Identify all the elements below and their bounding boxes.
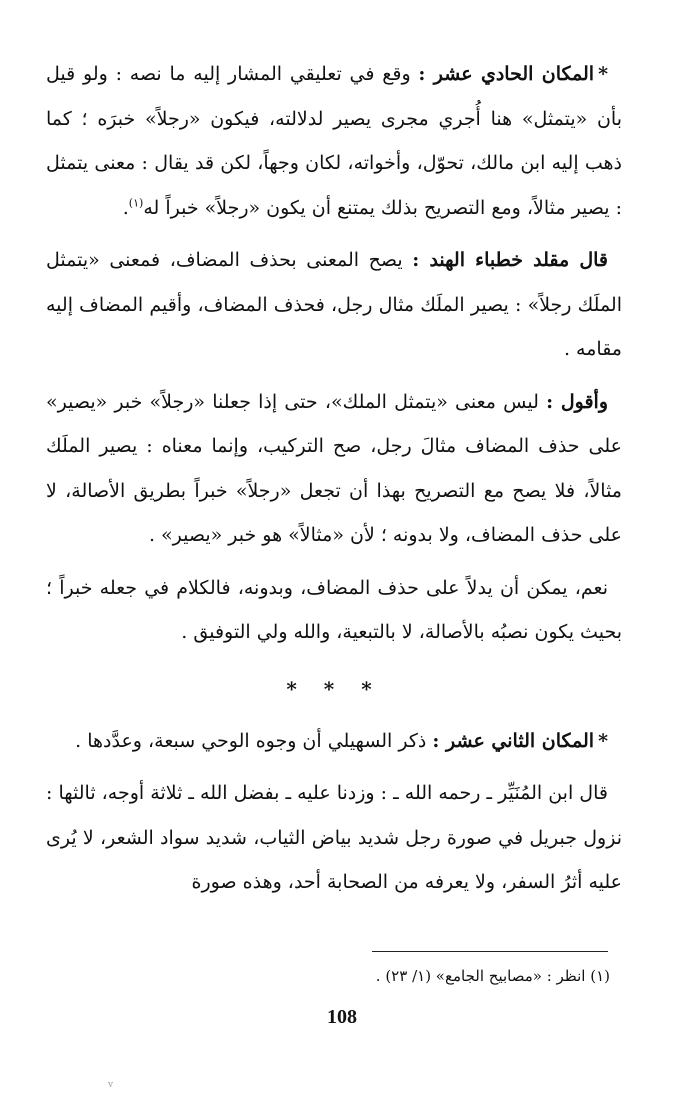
section-divider: * * * [286, 676, 382, 701]
paragraph-ibn-munayyir [46, 771, 622, 905]
page-body [46, 52, 622, 913]
paragraph-text: وقع في تعليقي المشار إليه ما نصه : ولو قيل بأن «يتمثل» هنا أُجري مجرى يصير لدلالته، فيكون «رجلاً» خبرَه ؛ كما ذهب إليه ابن مالك، تحوّل، وأخواته، لكان وجهاً، لكن قد يقال : معنى يتمثل : يصير مثالاً، ومع التصريح بذلك يمتنع أن يكون «رجلاً» خبراً له [46, 63, 622, 219]
page-number: 108 [327, 1006, 357, 1028]
paragraph-lead: وأقول : [546, 390, 609, 413]
footnote: (١) انظر : «مصابيح الجامع» (١/ ٢٣) . [375, 967, 610, 985]
paragraph-place-eleven [46, 52, 622, 230]
paragraph-hind-quote [46, 238, 622, 372]
paragraph-place-twelve [46, 719, 622, 764]
footnote-reference: (١) [128, 196, 144, 210]
paragraph-lead: المكان الحادي عشر : [418, 63, 595, 85]
paragraph-conclusion [46, 566, 622, 655]
paragraph-lead: قال مقلد خطباء الهند : [412, 249, 608, 271]
paragraph-text: قال ابن المُنَيِّر ـ رحمه الله ـ : وزدنا عليه ـ بفضل الله ـ ثلاثة أوجه، ثالثها : نزول جبريل في صورة رجل شديد بياض الثياب، شديد سواد الشعر، لا يُرى عليه أثرُ السفر، ولا يعرفه من الصحابة أحد، وهذه صورة [46, 782, 622, 893]
paragraph-text: ليس معنى «يتمثل الملك»، حتى إذا جعلنا «رجلاً» خبر «يصير» على حذف المضاف مثالَ رجل، صح التركيب، وإنما معناه : يصير الملَك مثالاً، فلا يصح مع التصريح بهذا أن تجعل «رجلاً» خبراً بطريق الأصالة، لا على حذف المضاف، ولا بدونه ؛ لأن «مثالاً» هو خبر «يصير» . [46, 390, 622, 546]
paragraph-tail: . [122, 196, 129, 219]
star-bullet-icon: * [598, 729, 608, 752]
paragraph-text: ذكر السهيلي أن وجوه الوحي سبعة، وعدَّدها . [75, 729, 427, 752]
paragraph-lead: المكان الثاني عشر : [432, 729, 595, 752]
star-bullet-icon: * [598, 63, 608, 85]
paragraph-text: نعم، يمكن أن يدلاً على حذف المضاف، وبدونه، فالكلام في جعله خبراً ؛ بحيث يكون نصبُه بالأصالة، لا بالتبعية، والله ولي التوفيق . [46, 576, 622, 643]
footnote-divider [372, 951, 608, 952]
corner-mark: v [108, 1080, 114, 1090]
paragraph-author-response [46, 380, 622, 558]
paragraph-text: يصح المعنى بحذف المضاف، فمعنى «يتمثل الملَك رجلاً» : يصير الملَك مثال رجل، فحذف المضاف، وأقيم المضاف إليه مقامه . [46, 249, 622, 360]
